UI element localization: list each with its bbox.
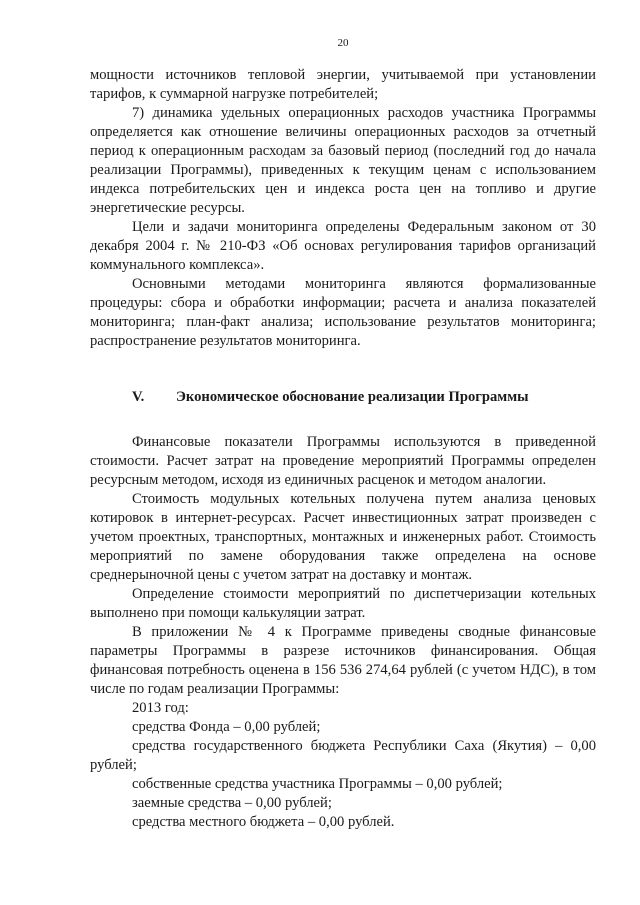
section-number: V. <box>132 389 145 405</box>
section-title: Экономическое обоснование реализации Программы <box>176 389 529 405</box>
list-item-own-funds: собственные средства участника Программы – 0,00 рублей; <box>132 776 503 792</box>
paragraph-methods: Основными методами мониторинга являются формализованные процедуры: сбора и обработки информации; расчета и анализа показателей мониторинга; план-факт анализа; использование результатов мониторинга; распространение результатов мониторинга. <box>90 276 596 349</box>
paragraph-continuation: мощности источников тепловой энергии, учитываемой при установлении тарифов, к суммарной нагрузке потребителей; <box>90 67 596 102</box>
list-item-borrowed: заемные средства – 0,00 рублей; <box>132 795 332 811</box>
list-item-state-budget: средства государственного бюджета Республики Саха (Якутия) – 0,00 рублей; <box>90 738 596 773</box>
paragraph-financial-indicators: Финансовые показатели Программы используются в приведенной стоимости. Расчет затрат на проведение мероприятий Программы определен ресурсным методом, исходя из единичных расценок и методом аналогии. <box>90 434 596 488</box>
paragraph-dispatching-cost: Определение стоимости мероприятий по диспетчеризации котельных выполнено при помощи калькуляции затрат. <box>90 586 596 621</box>
list-item-year: 2013 год: <box>132 700 189 716</box>
page-number: 20 <box>337 37 349 49</box>
list-item-local-budget: средства местного бюджета – 0,00 рублей. <box>132 814 395 830</box>
paragraph-item-7: 7) динамика удельных операционных расходов участника Программы определяется как отношение величины операционных расходов за отчетный период к операционным расходам за базовый период (последний год до начала реализации Программы), приведенных к текущим ценам с использованием индекса потребительских цен и индекса роста цен на топливо и другие энергетические ресурсы. <box>90 105 596 216</box>
section-heading <box>90 388 596 407</box>
list-item-fund: средства Фонда – 0,00 рублей; <box>132 719 321 735</box>
paragraph-appendix-4: В приложении № 4 к Программе приведены сводные финансовые параметры Программы в разрезе источников финансирования. Общая финансовая потребность оценена в 156 536 274,64 рублей (с учетом НДС), в том числе по годам реализации Программы: <box>90 624 596 697</box>
paragraph-goals: Цели и задачи мониторинга определены Федеральным законом от 30 декабря 2004 г. № 210-ФЗ «Об основах регулирования тарифов организаций коммунального комплекса». <box>90 219 596 273</box>
paragraph-boiler-cost: Стоимость модульных котельных получена путем анализа ценовых котировок в интернет-ресурсах. Расчет инвестиционных затрат произведен с учетом проектных, транспортных, монтажных и инженерных работ. Стоимость мероприятий по замене оборудования также определена на основе среднерыночной цены с учетом затрат на доставку и монтаж. <box>90 491 596 583</box>
